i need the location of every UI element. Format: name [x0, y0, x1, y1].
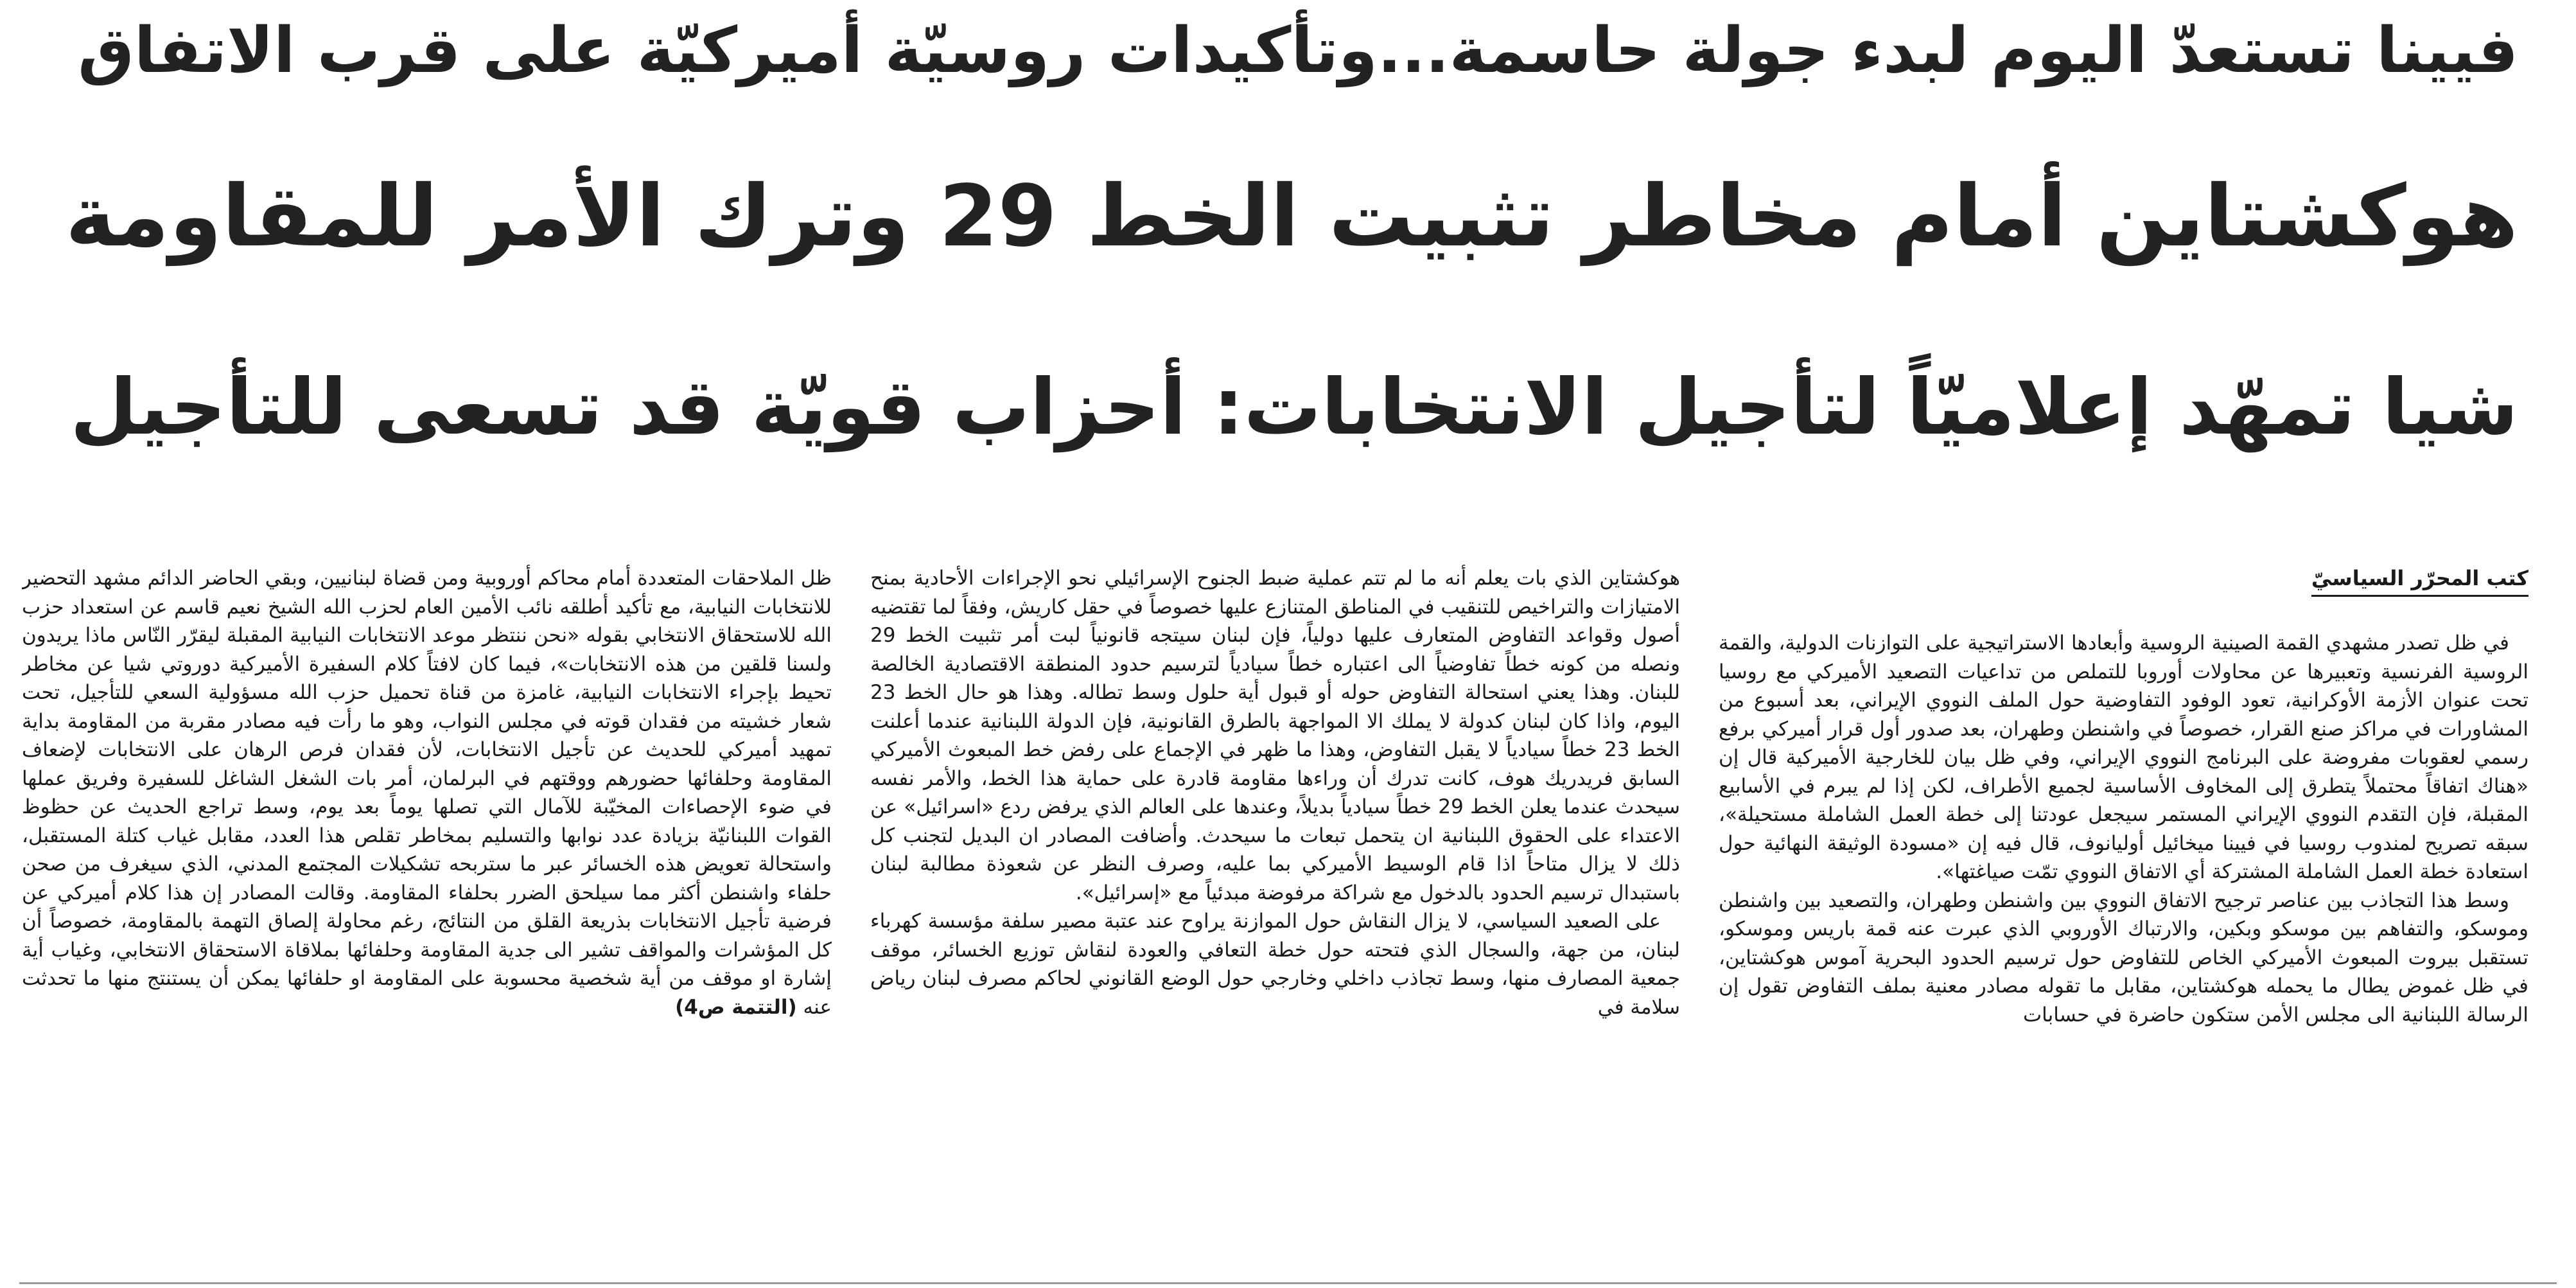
- paragraph: وسط هذا التجاذب بين عناصر ترجيح الاتفاق النووي بين واشنطن وطهران، والتصعيد بين واشنطن وموسكو، والتفاهم بين موسكو وبكين، والارتباك الأوروبي الذي عبرت عنه قمة باريس وموسكو، تستقبل بيروت المبعوث الأميركي الخاص للتفاوض حول ترسيم الحدود البحرية آموس هوكشتاين، في ظل غموض يطال ما يحمله هوكشتاين، مقابل ما تقوله مصادر معنية بملف التفاوض تقول إن الرسالة اللبنانية الى مجلس الأمن ستكون حاضرة في حسابات: [1719, 888, 2528, 1027]
- bottom-rule: [19, 1282, 2557, 1284]
- paragraph: هوكشتاين الذي بات يعلم أنه ما لم تتم عملية ضبط الجنوح الإسرائيلي نحو الإجراءات الأحادية بمنح الامتيازات والتراخيص للتنقيب في المناطق المتنازع عليها خصوصاً في حقل كاريش، وفقاً لما تقتضيه أصول وقواعد التفاوض المتعارف عليها دولياً، فإن لبنان سيتجه قانونياً لبت أمر تثبيت الخط 29 ونصله من كونه خطاً تفاوضياً الى اعتباره خطاً سيادياً لترسيم حدود المنطقة الاقتصادية الخالصة للبنان. وهذا يعني استحالة التفاوض حوله أو قبول أية حلول وسط تطاله. وهذا هو حال الخط 23 اليوم، واذا كان لبنان كدولة لا يملك الا المواجهة بالطرق القانونية، فإن الدولة اللبنانية عندما أعلنت الخط 23 خطاً سيادياً لا يقبل التفاوض، وهذا ما ظهر في الإجماع على رفض خط المبعوث الأميركي السابق فريدريك هوف، كانت تدرك أن وراءها مقاومة قادرة على حماية هذا الخط، والأمر نفسه سيحدث عندما يعلن الخط 29 خطاً سيادياً بديلاً، وعندها على العالم الذي يرفض ردع «اسرائيل» عن الاعتداء على الحقوق اللبنانية ان يتحمل تبعات ما سيحدث. وأضافت المصادر ان البديل لتجنب كل ذلك لا يزال متاحاً اذا قام الوسيط الأميركي بما عليه، وصرف النظر عن شعوذة مطالبة لبنان باستبدال ترسيم الحدود بالدخول مع شراكة مرفوضة مبدئياً مع «إسرائيل».: [870, 567, 1680, 904]
- third-headline: شيا تمهّد إعلاميّاً لتأجيل الانتخابات: أحزاب قويّة قد تسعى للتأجيل: [70, 363, 2518, 452]
- byline-container: [1719, 564, 2528, 597]
- main-headline: هوكشتاين أمام مخاطر تثبيت الخط 29 وترك الأمر للمقاومة: [65, 167, 2518, 266]
- paragraph-text: ظل الملاحقات المتعددة أمام محاكم أوروبية ومن قضاة لبنانيين، وبقي الحاضر الدائم مشهد التحضير للانتخابات النيابية، مع تأكيد أطلقه نائب الأمين العام لحزب الله الشيخ نعيم قاسم عن استعداد حزب الله للاستحقاق الانتخابي بقوله «نحن ننتظر موعد الانتخابات النيابية المقبلة ليقرّر النّاس ماذا يريدون ولسنا قلقين من هذه الانتخابات»، فيما كان لافتاً كلام السفيرة الأميركية دوروتي شيا عن مخاطر تحيط بإجراء الانتخابات النيابية، غامزة من قناة تحميل حزب الله مسؤولية السعي للتأجيل، تحت شعار خشيته من فقدان قوته في مجلس النواب، وهو ما رأت فيه مصادر مقربة من المقاومة بداية تمهيد أميركي للحديث عن تأجيل الانتخابات، لأن فقدان فرص الرهان على الانتخابات لإضعاف المقاومة وحلفائها حضورهم ووقتهم في البرلمان، أمر بات الشغل الشاغل للسفيرة وفريق عملها في ضوء الإحصاءات المخيّبة للآمال التي تصلها يوماً بعد يوم، وسط تراجع الحديث عن حظوظ القوات اللبنانيّة بزيادة عدد نوابها والتسليم بمخاطر تقلص هذا العدد، مقابل غياب كتلة المستقبل، واستحالة تعويض هذه الخسائر عبر ما ستربحه تشكيلات المجتمع المدني، الذي سيغرف من صحن حلفاء واشنطن أكثر مما سيلحق الضرر بحلفاء المقاومة. وقالت المصادر إن هذا كلام أميركي عن فرضية تأجيل الانتخابات بذريعة القلق من النتائج، رغم محاولة إلصاق التهمة بالمقاومة، خصوصاً أن كل المؤشرات والمواقف تشير الى جدية المقاومة وحلفائها بملاقاة الاستحقاق الانتخابي، وغياب أية إشارة او موقف من أية شخصية محسوبة على المقاومة او حلفائها يمكن أن يستنتج منها ما تحدثت عنه: [22, 567, 832, 1019]
- article-column-3: [22, 564, 832, 1277]
- top-headline: فيينا تستعدّ اليوم لبدء جولة حاسمة...وتأكيدات روسيّة أميركيّة على قرب الاتفاق: [78, 14, 2518, 87]
- article-column-2: [870, 564, 1680, 1277]
- article-column-1: [1719, 564, 2528, 1277]
- paragraph: على الصعيد السياسي، لا يزال النقاش حول الموازنة يراوح عند عتبة مصير سلفة مؤسسة كهرباء لبنان، من جهة، والسجال الذي فتحته حول خطة التعافي والعودة لنقاش توزيع الخسائر، موقف جمعية المصارف منها، وسط تجاذب داخلي وخارجي حول الوضع القانوني لحاكم مصرف لبنان رياض سلامة في: [870, 910, 1680, 1019]
- paragraph: في ظل تصدر مشهدي القمة الصينية الروسية وأبعادها الاستراتيجية على التوازنات الدولية، والقمة الروسية الفرنسية وتعبيرها عن محاولات أوروبا للتملص من تداعيات التصعيد الأميركي مع روسيا تحت عنوان الأزمة الأوكرانية، تعود الوفود التفاوضية حول الملف النووي الإيراني، بعد أسبوع من المشاورات في مراكز صنع القرار، خصوصاً في واشنطن وطهران، بعد صدور أول قرار أميركي برفع رسمي لعقوبات مفروضة على البرنامج النووي الإيراني، وفي ظل بيان للخارجية الأميركية قال إن «هناك اتفاقاً محتملاً يتطرق إلى المخاوف الأساسية لجميع الأطراف، لكن إذا لم يبرم في الأسابيع المقبلة، فإن التقدم النووي الإيراني المستمر سيجعل عودتنا إلى خطة العمل الشاملة مستحيلة»، سبقه تصريح لمندوب روسيا في فيينا ميخائيل أوليانوف، قال فيه إن «مسودة الوثيقة النهائية حول استعادة خطة العمل الشاملة المشتركة أي الاتفاق النووي تمّت صياغتها».: [1719, 631, 2528, 883]
- continuation-note: (التتمة ص4): [675, 995, 797, 1019]
- article-columns: [22, 564, 2528, 1277]
- paragraph: [22, 564, 832, 1021]
- byline: كتب المحرّر السياسيّ: [2311, 564, 2528, 597]
